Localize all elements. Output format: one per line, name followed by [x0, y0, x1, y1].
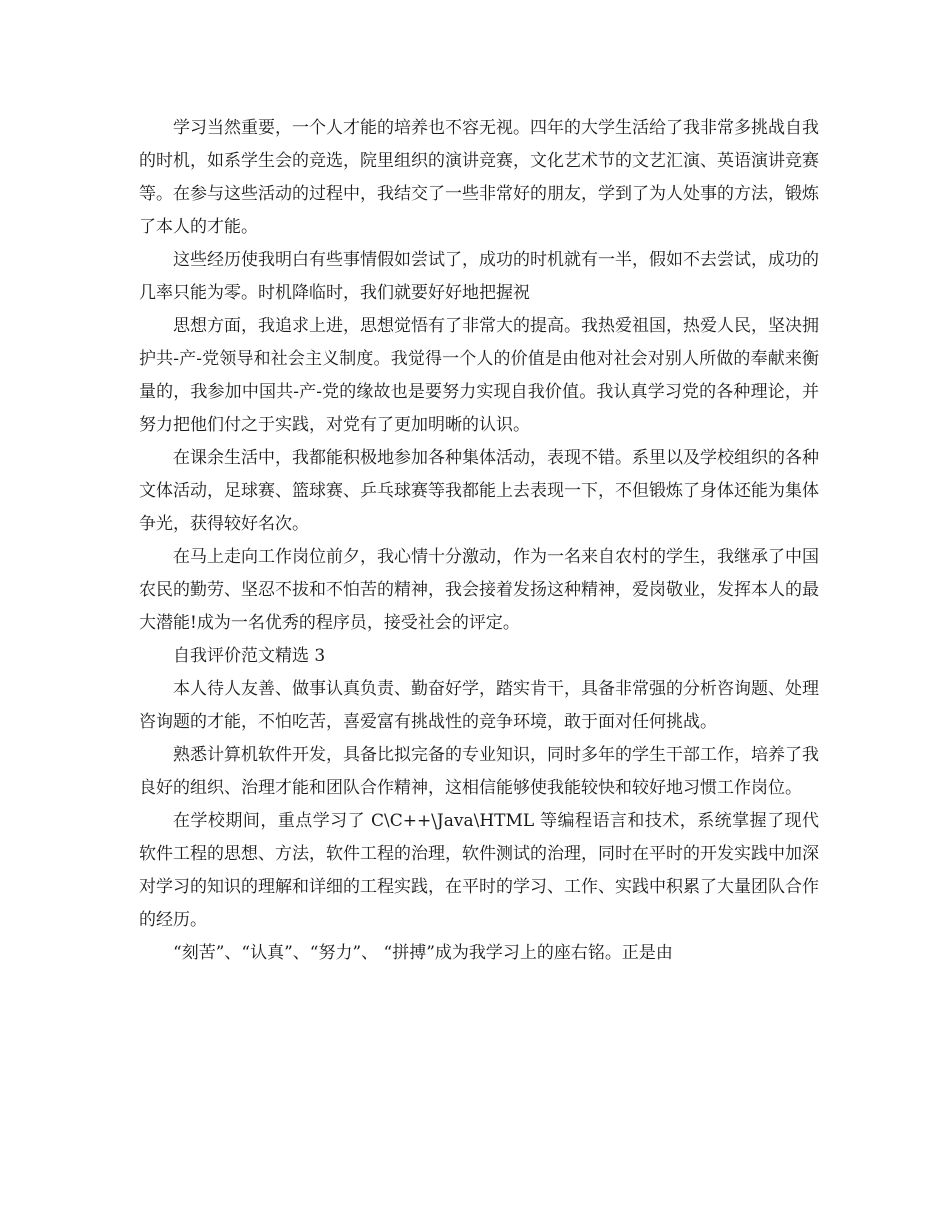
document-body: [139, 112, 819, 970]
paragraph-character: 本人待人友善、做事认真负责、勤奋好学，踏实肯干，具备非常强的分析咨询题、处理咨询题的才能，不怕吃苦，喜爱富有挑战性的竞争环境，敢于面对任何挑战。: [139, 679, 819, 732]
paragraph-software-skills: 熟悉计算机软件开发，具备比拟完备的专业知识，同时多年的学生干部工作，培养了我良好的组织、治理才能和团队合作精神，这相信能够使我能较快和较好地习惯工作岗位。: [139, 745, 819, 798]
paragraph-motto: “刻苦”、“认真”、“努力”、 “拼搏”成为我学习上的座右铭。正是由: [173, 943, 673, 963]
paragraph-talent: 学习当然重要，一个人才能的培养也不容无视。四年的大学生活给了我非常多挑战自我的时机，如系学生会的竞选，院里组织的演讲竞赛，文化艺术节的文艺汇演、英语演讲竞赛等。在参与这些活动的过程中，我结交了一些非常好的朋友，学到了为人处事的方法，锻炼了本人的才能。: [139, 118, 819, 237]
paragraph-ideology: 思想方面，我追求上进，思想觉悟有了非常大的提高。我热爱祖国，热爱人民，坚决拥护共-产-党领导和社会主义制度。我觉得一个人的价值是由他对社会对别人所做的奉献来衡量的，我参加中国共-产-党的缘故也是要努力实现自我价值。我认真学习党的各种理论，并努力把他们付之于实践，对党有了更加明晰的认识。: [139, 316, 819, 435]
paragraph-extracurricular: 在课余生活中，我都能积极地参加各种集体活动，表现不错。系里以及学校组织的各种文体活动，足球赛、篮球赛、乒乓球赛等我都能上去表现一下，不但锻炼了身体还能为集体争光，获得较好名次。: [139, 448, 819, 534]
paragraph-career: 在马上走向工作岗位前夕，我心情十分激动，作为一名来自农村的学生，我继承了中国农民的勤劳、坚忍不拔和不怕苦的精神，我会接着发扬这种精神，爱岗敬业，发挥本人的最大潜能!成为一名优秀的程序员，接受社会的评定。: [139, 547, 819, 633]
section-heading: 自我评价范文精选 3: [173, 646, 326, 666]
paragraph-experience: 这些经历使我明白有些事情假如尝试了，成功的时机就有一半，假如不去尝试，成功的几率只能为零。时机降临时，我们就要好好地把握祝: [139, 250, 819, 303]
paragraph-study: 在学校期间，重点学习了 C\C++\Java\HTML 等编程语言和技术，系统掌握了现代软件工程的思想、方法，软件工程的治理，软件测试的治理，同时在平时的开发实践中加深对学习的知识的理解和详细的工程实践，在平时的学习、工作、实践中积累了大量团队合作的经历。: [139, 811, 819, 930]
